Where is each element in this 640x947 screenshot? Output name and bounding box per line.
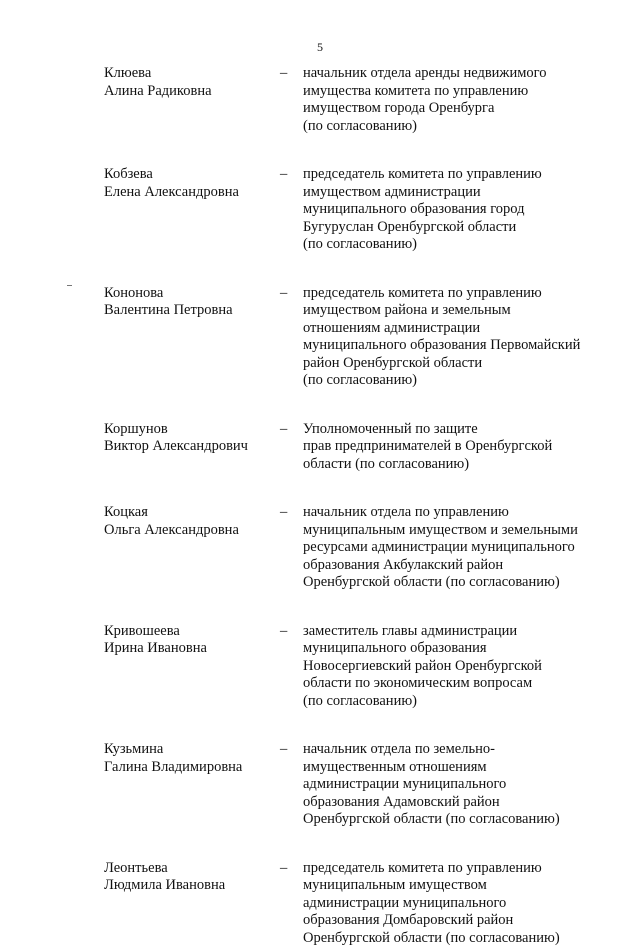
member-name-line: Алина Радиковна	[104, 83, 274, 101]
member-position-line: Оренбургской области (по согласованию)	[303, 574, 603, 592]
member-position	[303, 504, 603, 592]
member-position-line: председатель комитета по управлению	[303, 860, 603, 878]
entry-dash: –	[280, 741, 287, 759]
entry-dash: –	[280, 285, 287, 303]
member-position-line: администрации муниципального	[303, 776, 603, 794]
member-name	[104, 166, 274, 201]
member-position-line: образования Адамовский район	[303, 794, 603, 812]
member-name-line: Леонтьева	[104, 860, 274, 878]
member-name-line: Кононова	[104, 285, 274, 303]
member-name-line: Коцкая	[104, 504, 274, 522]
member-position	[303, 421, 603, 474]
member-position-line: Бугуруслан Оренбургской области	[303, 219, 603, 237]
member-position-line: (по согласованию)	[303, 118, 603, 136]
page-number: 5	[0, 40, 640, 54]
member-name	[104, 504, 274, 539]
member-position-line: Оренбургской области (по согласованию)	[303, 811, 603, 829]
member-name-line: Кузьмина	[104, 741, 274, 759]
entry-dash: –	[280, 860, 287, 878]
member-position-line: имущественным отношениям	[303, 759, 603, 777]
member-position	[303, 166, 603, 254]
member-name	[104, 285, 274, 320]
member-position-line: председатель комитета по управлению	[303, 166, 603, 184]
member-name-line: Клюева	[104, 65, 274, 83]
member-position-line: начальник отдела по управлению	[303, 504, 603, 522]
member-name-line: Галина Владимировна	[104, 759, 274, 777]
member-position-line: (по согласованию)	[303, 693, 603, 711]
member-position-line: муниципальным имуществом и земельными	[303, 522, 603, 540]
member-position-line: муниципального образования город	[303, 201, 603, 219]
member-name-line: Коршунов	[104, 421, 274, 439]
member-name-line: Кривошеева	[104, 623, 274, 641]
member-name-line: Валентина Петровна	[104, 302, 274, 320]
member-position	[303, 623, 603, 711]
member-position-line: начальник отдела аренды недвижимого	[303, 65, 603, 83]
member-position-line: председатель комитета по управлению	[303, 285, 603, 303]
member-position-line: администрации муниципального	[303, 895, 603, 913]
member-position-line: имуществом района и земельным	[303, 302, 603, 320]
member-position-line: район Оренбургской области	[303, 355, 603, 373]
member-position-line: (по согласованию)	[303, 372, 603, 390]
member-position-line: образования Акбулакский район	[303, 557, 603, 575]
member-name-line: Кобзева	[104, 166, 274, 184]
member-position	[303, 65, 603, 135]
member-position-line: образования Домбаровский район	[303, 912, 603, 930]
member-name-line: Виктор Александрович	[104, 438, 274, 456]
member-position-line: отношениям администрации	[303, 320, 603, 338]
member-position-line: муниципального образования	[303, 640, 603, 658]
member-position-line: Уполномоченный по защите	[303, 421, 603, 439]
member-name	[104, 623, 274, 658]
member-position-line: имущества комитета по управлению	[303, 83, 603, 101]
entry-dash: –	[280, 623, 287, 641]
member-position-line: Новосергиевский район Оренбургской	[303, 658, 603, 676]
entry-dash: –	[280, 65, 287, 83]
member-name	[104, 421, 274, 456]
entry-dash: –	[280, 504, 287, 522]
member-position-line: прав предпринимателей в Оренбургской	[303, 438, 603, 456]
member-name-line: Людмила Ивановна	[104, 877, 274, 895]
member-name-line: Ольга Александровна	[104, 522, 274, 540]
entry-dash: –	[280, 166, 287, 184]
entry-dash: –	[280, 421, 287, 439]
member-position-line: имуществом администрации	[303, 184, 603, 202]
member-position	[303, 285, 603, 390]
member-position-line: Оренбургской области (по согласованию)	[303, 930, 603, 947]
member-position-line: области (по согласованию)	[303, 456, 603, 474]
member-position-line: начальник отдела по земельно-	[303, 741, 603, 759]
member-position-line: имуществом города Оренбурга	[303, 100, 603, 118]
member-position-line: области по экономическим вопросам	[303, 675, 603, 693]
member-name-line: Ирина Ивановна	[104, 640, 274, 658]
member-name	[104, 860, 274, 895]
member-name	[104, 741, 274, 776]
member-name	[104, 65, 274, 100]
member-position	[303, 741, 603, 829]
member-position-line: ресурсами администрации муниципального	[303, 539, 603, 557]
member-name-line: Елена Александровна	[104, 184, 274, 202]
member-position	[303, 860, 603, 947]
margin-mark	[67, 285, 72, 286]
member-position-line: (по согласованию)	[303, 236, 603, 254]
member-position-line: муниципальным имуществом	[303, 877, 603, 895]
member-position-line: заместитель главы администрации	[303, 623, 603, 641]
member-position-line: муниципального образования Первомайский	[303, 337, 603, 355]
